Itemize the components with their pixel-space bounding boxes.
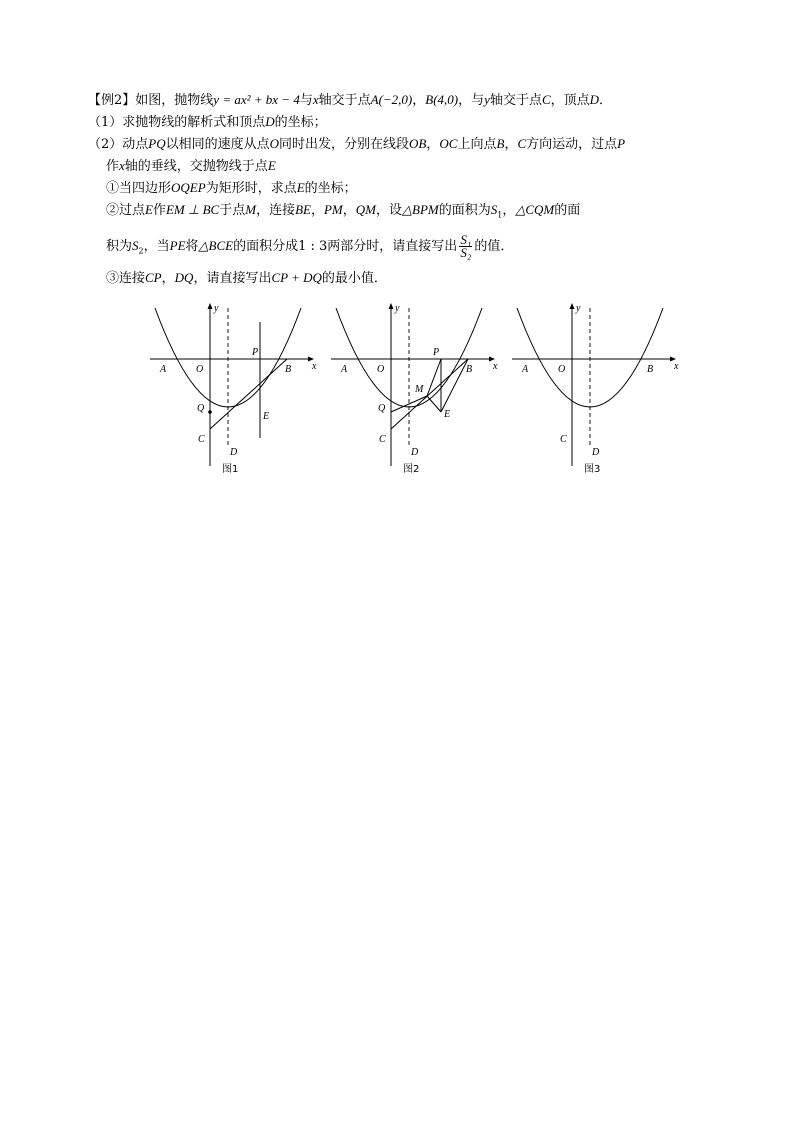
svg-text:D: D bbox=[411, 447, 419, 458]
svg-text:P: P bbox=[252, 347, 259, 358]
svg-text:M: M bbox=[415, 384, 424, 395]
figure-2 bbox=[329, 300, 501, 480]
segment-bc bbox=[210, 359, 287, 429]
ratio-fraction: $\frac{\text{S₁}}{\text{S₂}}$ bbox=[460, 232, 472, 260]
svg-text:C: C bbox=[379, 434, 386, 445]
segment-bc bbox=[391, 359, 468, 429]
svg-text:O: O bbox=[377, 364, 385, 375]
figure-1 bbox=[148, 300, 320, 480]
question-2: （2）动点PQ以相同的速度从点O同时出发，分别在线段OB，OC上向点B，C方向运动，过点P bbox=[88, 136, 626, 152]
segment-em bbox=[427, 396, 441, 412]
svg-text:E: E bbox=[263, 411, 270, 422]
svg-text:P: P bbox=[433, 347, 440, 358]
svg-text:A: A bbox=[522, 364, 529, 375]
figure-2-caption: 图2 bbox=[403, 464, 420, 475]
sub-question-2-cont: 积为$S_2$，当PE将△BCE的面积分成1 : 3两部分时，请直接写出 $\frac{\text{S₁}}{\text{S₂}}$ 的值． bbox=[106, 232, 514, 260]
figure-3-diagram bbox=[510, 300, 682, 480]
svg-text:O: O bbox=[196, 364, 204, 375]
svg-text:x: x bbox=[493, 361, 498, 372]
svg-text:B: B bbox=[285, 364, 292, 375]
svg-text:Q: Q bbox=[378, 403, 386, 414]
svg-text:x: x bbox=[312, 361, 317, 372]
svg-text:E: E bbox=[444, 409, 451, 420]
question-2-cont: 作x轴的垂线，交抛物线于点E bbox=[106, 158, 276, 174]
svg-text:x: x bbox=[674, 361, 679, 372]
figure-1-caption: 图1 bbox=[222, 464, 239, 475]
svg-text:C: C bbox=[198, 434, 205, 445]
sub-question-2: ②过点E作EM ⊥ BC于点M，连接BE，PM，QM，设△BPM的面积为$S_1$，△CQM的面 bbox=[106, 202, 581, 220]
svg-text:y: y bbox=[395, 303, 400, 314]
problem-intro-line: 【例2】如图，抛物线y = ax² + bx − 4与x轴交于点A(−2,0)，B(4,0)，与y轴交于点C，顶点D． bbox=[88, 92, 613, 108]
svg-text:Q: Q bbox=[197, 403, 205, 414]
y-axis-arrow bbox=[570, 303, 575, 309]
figure-2-diagram bbox=[329, 300, 501, 480]
svg-text:B: B bbox=[647, 364, 654, 375]
figure-3 bbox=[510, 300, 682, 480]
sub-question-1: ①当四边形OQEP为矩形时，求点E的坐标； bbox=[106, 180, 357, 196]
y-axis-arrow bbox=[208, 303, 213, 309]
svg-text:C: C bbox=[560, 434, 567, 445]
segment-be bbox=[441, 359, 468, 412]
problem-tag: 【例2】 bbox=[88, 93, 136, 108]
svg-text:A: A bbox=[160, 364, 167, 375]
svg-text:A: A bbox=[341, 364, 348, 375]
svg-text:D: D bbox=[592, 447, 600, 458]
figure-3-caption: 图3 bbox=[584, 464, 601, 475]
svg-text:y: y bbox=[214, 303, 219, 314]
parabola-equation: y = ax² + bx − 4 bbox=[213, 92, 300, 107]
svg-text:B: B bbox=[466, 364, 473, 375]
question-1: （1）求抛物线的解析式和顶点D的坐标； bbox=[88, 114, 327, 130]
y-axis-arrow bbox=[389, 303, 394, 309]
svg-text:D: D bbox=[230, 447, 238, 458]
point-q bbox=[208, 410, 212, 414]
svg-text:O: O bbox=[558, 364, 566, 375]
figure-1-diagram bbox=[148, 300, 320, 480]
svg-text:y: y bbox=[576, 303, 581, 314]
sub-question-3: ③连接CP，DQ，请直接写出CP + DQ的最小值． bbox=[106, 270, 387, 286]
